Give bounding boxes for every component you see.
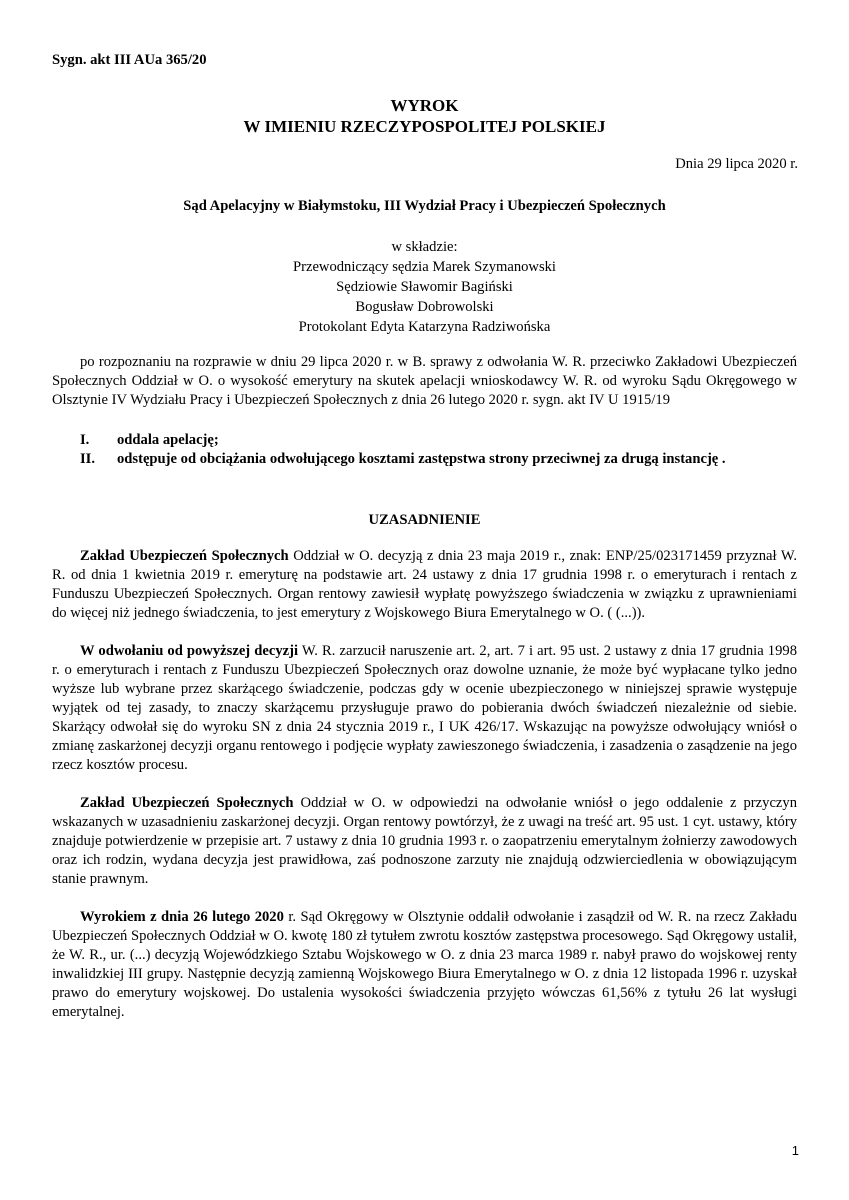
justification-paragraph bbox=[52, 908, 797, 1022]
justification-body bbox=[52, 547, 797, 1041]
ruling-text: odstępuje od obciążania odwołującego kosztami zastępstwa strony przeciwnej za drugą instancję . bbox=[117, 451, 726, 467]
case-intro bbox=[52, 353, 797, 410]
justification-heading: UZASADNIENIE bbox=[368, 512, 481, 528]
intro-text: po rozpoznaniu na rozprawie w dniu 29 lipca 2020 r. w B. sprawy z odwołania W. R. przeciwko Zakładowi Ubezpieczeń Społecznych Oddział w O. o wysokość emerytury na skutek apelacji wnioskodawcy W. R. od wyroku Sądu Okręgowego w Olsztynie IV Wydziału Pracy i Ubezpieczeń Społecznych z dnia 26 lutego 2020 r. sygn. akt IV U 1915/19 bbox=[52, 354, 797, 408]
justification-paragraph bbox=[52, 794, 797, 889]
judgment-date: Dnia 29 lipca 2020 r. bbox=[675, 156, 798, 172]
justification-paragraph bbox=[52, 642, 797, 775]
paragraph-text: Oddział w O. decyzją z dnia 23 maja 2019 r., znak: ENP/25/023171459 przyznał W. R. od dnia 1 kwietnia 2019 r. emeryturę na podstawie art. 24 ustawy z dnia 17 grudnia 1998 r. o emeryturach i rentach z Funduszu Ubezpieczeń Społecznych. Organ rentowy zawiesił wypłatę powyższego świadczenia w związku z uprawnieniami do więcej niż jednego świadczenia, to jest emerytury z Wojskowego Biura Emerytalnego w O. ( (...)). bbox=[52, 548, 797, 621]
panel-line: Protokolant Edyta Katarzyna Radziwońska bbox=[298, 319, 551, 335]
ruling-text: oddala apelację; bbox=[117, 432, 219, 448]
document-title: WYROK bbox=[390, 96, 459, 115]
ruling-item bbox=[80, 450, 797, 469]
court-name: Sąd Apelacyjny w Białymstoku, III Wydział Pracy i Ubezpieczeń Społecznych bbox=[183, 198, 666, 214]
paragraph-text: W. R. zarzucił naruszenie art. 2, art. 7 i art. 95 ust. 2 ustawy z dnia 17 grudnia 1998 r. o emeryturach i rentach z Funduszu Ubezpieczeń Społecznych oraz dowolne uznanie, że może być wypłacane tylko jedno wyższe lub wybrane przez skarżącego świadczenie, podczas gdy w ocenie ubezpieczonego w niniejszej sprawie występuje wyjątek od tej zasady, to znaczy skarżącemu przysługuje prawo do pobierania dwóch świadczeń niezależnie od siebie. Skarżący odwołał się do wyroku SN z dnia 24 stycznia 2019 r., I UK 426/17. Wskazując na powyższe odwołujący wniósł o zmianę zaskarżonej decyzji organu rentowego i podjęcie wypłaty zawieszonego świadczenia, i zasadzenia o zasądzenie na jego rzecz kosztów procesu. bbox=[52, 643, 797, 773]
paragraph-text: r. Sąd Okręgowy w Olsztynie oddalił odwołanie i zasądził od W. R. na rzecz Zakładu Ubezpieczeń Społecznych Oddział w O. kwotę 180 zł tytułem zwrotu kosztów zastępstwa procesowego. Sąd Okręgowy ustalił, że W. R., ur. (...) decyzją Wojewódzkiego Sztabu Wojskowego w O. z dnia 23 marca 1989 r. nabył prawo do wojskowej renty inwalidzkiej III grupy. Następnie decyzją zamienną Wojskowego Biura Emerytalnego w O. z dnia 12 listopada 1996 r. uzyskał prawo do emerytury wojskowej. Do ustalenia wysokości świadczenia przyjęto wówczas 61,56% z tytułu 26 lat wysługi emerytalnej. bbox=[52, 909, 797, 1020]
ruling-number: I. bbox=[80, 432, 90, 448]
page-number: 1 bbox=[791, 1143, 799, 1158]
panel-line: Sędziowie Sławomir Bagiński bbox=[336, 279, 513, 295]
panel-line: Bogusław Dobrowolski bbox=[355, 299, 494, 315]
ruling-number: II. bbox=[80, 451, 96, 467]
document-subtitle: W IMIENIU RZECZYPOSPOLITEJ POLSKIEJ bbox=[243, 117, 606, 136]
case-reference: Sygn. akt III AUa 365/20 bbox=[52, 52, 207, 68]
rulings-list bbox=[80, 431, 797, 469]
paragraph-lead: Zakład Ubezpieczeń Społecznych bbox=[80, 795, 294, 811]
panel-line: w składzie: bbox=[391, 239, 458, 255]
paragraph-lead: W odwołaniu od powyższej decyzji bbox=[80, 643, 299, 659]
paragraph-text: Oddział w O. w odpowiedzi na odwołanie wniósł o jego oddalenie z przyczyn wskazanych w uzasadnieniu zaskarżonej decyzji. Organ rentowy powtórzył, że z uwagi na treść art. 95 ust. 1 cyt. ustawy, który znajduje potwierdzenie w przepisie art. 7 ustawy z dnia 10 grudnia 1993 r. o zaopatrzeniu emerytalnym żołnierzy zawodowych oraz ich rodzin, wydana decyzja jest prawidłowa, zaś podnoszone zarzuty nie znajdują odzwierciedlenia w obowiązującym stanie prawnym. bbox=[52, 795, 797, 887]
paragraph-lead: Zakład Ubezpieczeń Społecznych bbox=[80, 548, 289, 564]
paragraph-lead: Wyrokiem z dnia 26 lutego 2020 bbox=[80, 909, 284, 925]
panel-line: Przewodniczący sędzia Marek Szymanowski bbox=[292, 259, 556, 275]
ruling-item bbox=[80, 431, 797, 450]
court-panel bbox=[0, 237, 849, 337]
justification-paragraph bbox=[52, 547, 797, 623]
